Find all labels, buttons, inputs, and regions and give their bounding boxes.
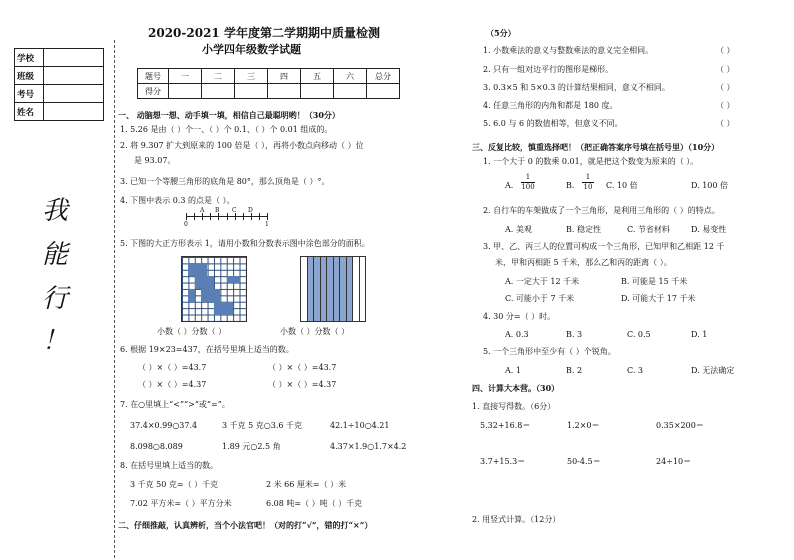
judge-answer-box[interactable]: （ ） xyxy=(716,46,735,55)
binding-line xyxy=(114,40,115,558)
score-table xyxy=(137,68,400,99)
option: A. 0.3 xyxy=(505,330,529,339)
option-d: D. 100 倍 xyxy=(691,181,729,190)
option: B. 可能是 15 千米 xyxy=(621,277,688,286)
info-label-school: 学校 xyxy=(15,49,44,67)
score-cell[interactable] xyxy=(367,84,400,99)
score-header-cell: 四 xyxy=(268,69,301,84)
choice-question-3: 3. 甲、乙、丙三人的位置可构成一个三角形，已知甲和乙相距 12 千 xyxy=(483,242,725,251)
choice-question-1: 1. 一个大于 0 的数乘 0.01，就是把这个数变为原来的（ ）。 xyxy=(483,157,699,166)
score-header-cell: 六 xyxy=(334,69,367,84)
fraction-denominator: 100 xyxy=(521,183,535,191)
score-cell[interactable] xyxy=(334,84,367,99)
option-b-fraction xyxy=(582,173,594,192)
score-header-cell: 总分 xyxy=(367,69,400,84)
score-cell[interactable] xyxy=(235,84,268,99)
question-1-3: 3. 已知一个等腰三角形的底角是 80°，那么顶角是（ ）°。 xyxy=(120,177,330,186)
answer-label-bars: 小数（ ）分数（ ） xyxy=(280,327,350,336)
exam-title: 2020-2021 学年度第二学期期中质量检测 xyxy=(148,26,380,40)
option: A. 美观 xyxy=(505,225,532,234)
q7-compare: 42.1÷10○4.21 xyxy=(330,421,390,430)
section2-score: （5分） xyxy=(486,28,516,38)
judge-answer-box[interactable]: （ ） xyxy=(716,83,735,92)
exam-subtitle: 小学四年级数学试题 xyxy=(202,43,301,56)
q7-compare: 1.89 元○2.5 角 xyxy=(222,442,281,451)
section4-sub2: 2. 用竖式计算。（12分） xyxy=(472,515,561,524)
question-1-2-cont: 是 93.07。 xyxy=(134,156,176,165)
option: D. 可能大于 17 千米 xyxy=(621,294,696,303)
question-1-8: 8. 在括号里填上适当的数。 xyxy=(120,461,219,470)
score-cell[interactable] xyxy=(169,84,202,99)
option: C. 0.5 xyxy=(627,330,651,339)
calc-item: 1.2×0＝ xyxy=(567,421,600,430)
number-line-label: A xyxy=(200,207,205,214)
judge-answer-box[interactable]: （ ） xyxy=(716,101,735,110)
q6-equation: （ ）×（ ）=4.37 xyxy=(268,380,337,389)
section2-heading: 二、仔细推敲，认真辨析，当个小法官吧！（对的打“√”，错的打“×”） xyxy=(118,520,373,530)
question-1-1: 1. 5.26 是由（ ）个一、（ ）个 0.1、（ ）个 0.01 组成的。 xyxy=(120,125,333,134)
info-label-exam-no: 考号 xyxy=(15,85,44,103)
q7-compare: 4.37×1.9○1.7×4.2 xyxy=(330,442,407,451)
info-label-class: 班级 xyxy=(15,67,44,85)
q6-equation: （ ）×（ ）=43.7 xyxy=(268,363,337,372)
option: B. 稳定性 xyxy=(566,225,601,234)
q6-equation: （ ）×（ ）=4.37 xyxy=(138,380,207,389)
school-field[interactable] xyxy=(44,49,104,67)
q7-compare: 3 千克 5 克○3.6 千克 xyxy=(222,421,303,430)
option: B. 2 xyxy=(566,366,583,375)
tenths-bar-figure xyxy=(300,256,366,322)
fraction-numerator: 1 xyxy=(585,173,591,181)
option-a-fraction xyxy=(521,173,535,192)
slogan-char: ！ xyxy=(42,326,69,356)
section4-sub1: 1. 直接写得数。（6分） xyxy=(472,402,556,411)
option: A. 一定大于 12 千米 xyxy=(505,277,580,286)
option: D. 无法确定 xyxy=(691,366,735,375)
judge-item: 5. 6.0 与 6 的数值相等，但意义不同。 xyxy=(483,119,623,128)
number-line-ticks xyxy=(186,213,268,220)
calc-item: 5.32+16.8＝ xyxy=(480,421,531,430)
choice-question-4: 4. 30 分=（ ）时。 xyxy=(483,312,556,321)
q7-compare: 37.4×0.99○37.4 xyxy=(130,421,198,430)
fraction-denominator: 10 xyxy=(583,183,593,191)
q8-conversion: 6.08 吨=（ ）吨（ ）千克 xyxy=(266,499,363,508)
option: C. 可能小于 7 千米 xyxy=(505,294,575,303)
judge-item: 2. 只有一组对边平行的图形是梯形。 xyxy=(483,65,614,74)
calc-item: 3.7+15.3＝ xyxy=(480,457,526,466)
calc-item: 50-4.5＝ xyxy=(567,457,601,466)
judge-item: 1. 小数乘法的意义与整数乘法的意义完全相同。 xyxy=(483,46,654,55)
slogan-char: 行 xyxy=(42,284,69,314)
choice-question-5: 5. 一个三角形中至少有（ ）个锐角。 xyxy=(483,347,616,356)
slogan-char: 能 xyxy=(42,240,69,270)
section4-heading: 四、计算大本营。（30） xyxy=(472,383,560,393)
option: C. 3 xyxy=(627,366,644,375)
q8-conversion: 7.02 平方米=（ ）平方分米 xyxy=(130,499,232,508)
judge-item: 4. 任意三角形的内角和都是 180 度。 xyxy=(483,101,618,110)
question-1-2: 2. 将 9.307 扩大到原来的 100 倍是（ ），再将小数点向移动（ ）位 xyxy=(120,141,364,150)
section3-heading: 三、反复比较，慎重选择吧！（把正确答案序号填在括号里）（10分） xyxy=(472,142,720,152)
score-cell[interactable] xyxy=(301,84,334,99)
score-header-cell: 五 xyxy=(301,69,334,84)
option-a-label: A. xyxy=(505,181,514,190)
score-row-label: 得分 xyxy=(138,84,169,99)
number-line-label: 1 xyxy=(265,221,269,228)
score-header-cell: 三 xyxy=(235,69,268,84)
option: D. 1 xyxy=(691,330,708,339)
score-cell[interactable] xyxy=(202,84,235,99)
answer-label-grid: 小数（ ）分数（ ） xyxy=(157,327,227,336)
judge-answer-box[interactable]: （ ） xyxy=(716,119,735,128)
score-header-cell: 一 xyxy=(169,69,202,84)
choice-question-3-cont: 米，甲和丙相距 5 千米，那么乙和丙的距离（ ）。 xyxy=(495,258,672,267)
name-field[interactable] xyxy=(44,103,104,121)
judge-answer-box[interactable]: （ ） xyxy=(716,65,735,74)
hundred-grid-figure xyxy=(181,256,247,322)
score-cell[interactable] xyxy=(268,84,301,99)
exam-number-field[interactable] xyxy=(44,85,104,103)
number-line-label: C xyxy=(232,207,237,214)
question-1-4: 4. 下图中表示 0.3 的点是（ ）。 xyxy=(120,196,235,205)
question-1-7: 7. 在○里填上“<”“>”或“=”。 xyxy=(120,400,230,409)
section1-heading: 一、 动脑想一想、动手填一填，相信自己最聪明哟！（30分） xyxy=(118,110,340,120)
q8-conversion: 3 千克 50 克=（ ）千克 xyxy=(130,480,219,489)
class-field[interactable] xyxy=(44,67,104,85)
score-header-cell: 二 xyxy=(202,69,235,84)
option: B. 3 xyxy=(566,330,583,339)
slogan-char: 我 xyxy=(42,196,69,226)
judge-item: 3. 0.3×5 和 5×0.3 的计算结果相同，意义不相同。 xyxy=(483,83,670,92)
student-info-box xyxy=(14,48,104,121)
calc-item: 0.35×200＝ xyxy=(656,421,704,430)
number-line-label: B xyxy=(215,207,220,214)
question-1-5: 5. 下图的大正方形表示 1，请用小数和分数表示图中涂色部分的面积。 xyxy=(120,239,370,248)
q7-compare: 8.098○8.089 xyxy=(130,442,183,451)
score-header-cell: 题号 xyxy=(138,69,169,84)
choice-question-2: 2. 自行车的车架做成了一个三角形，是利用三角形的（ ）的特点。 xyxy=(483,206,720,215)
calc-item: 24÷10＝ xyxy=(656,457,692,466)
number-line-label: 0 xyxy=(184,221,188,228)
option-c: C. 10 倍 xyxy=(606,181,638,190)
option-b-label: B. xyxy=(566,181,575,190)
question-1-6: 6. 根据 19×23=437，在括号里填上适当的数。 xyxy=(120,345,294,354)
option: D. 易变性 xyxy=(691,225,727,234)
q6-equation: （ ）×（ ）=43.7 xyxy=(138,363,207,372)
option: A. 1 xyxy=(505,366,521,375)
info-label-name: 姓名 xyxy=(15,103,44,121)
number-line-label: D xyxy=(248,207,253,214)
option: C. 节省材料 xyxy=(627,225,670,234)
fraction-numerator: 1 xyxy=(525,173,531,181)
q8-conversion: 2 米 66 厘米=（ ）米 xyxy=(266,480,347,489)
